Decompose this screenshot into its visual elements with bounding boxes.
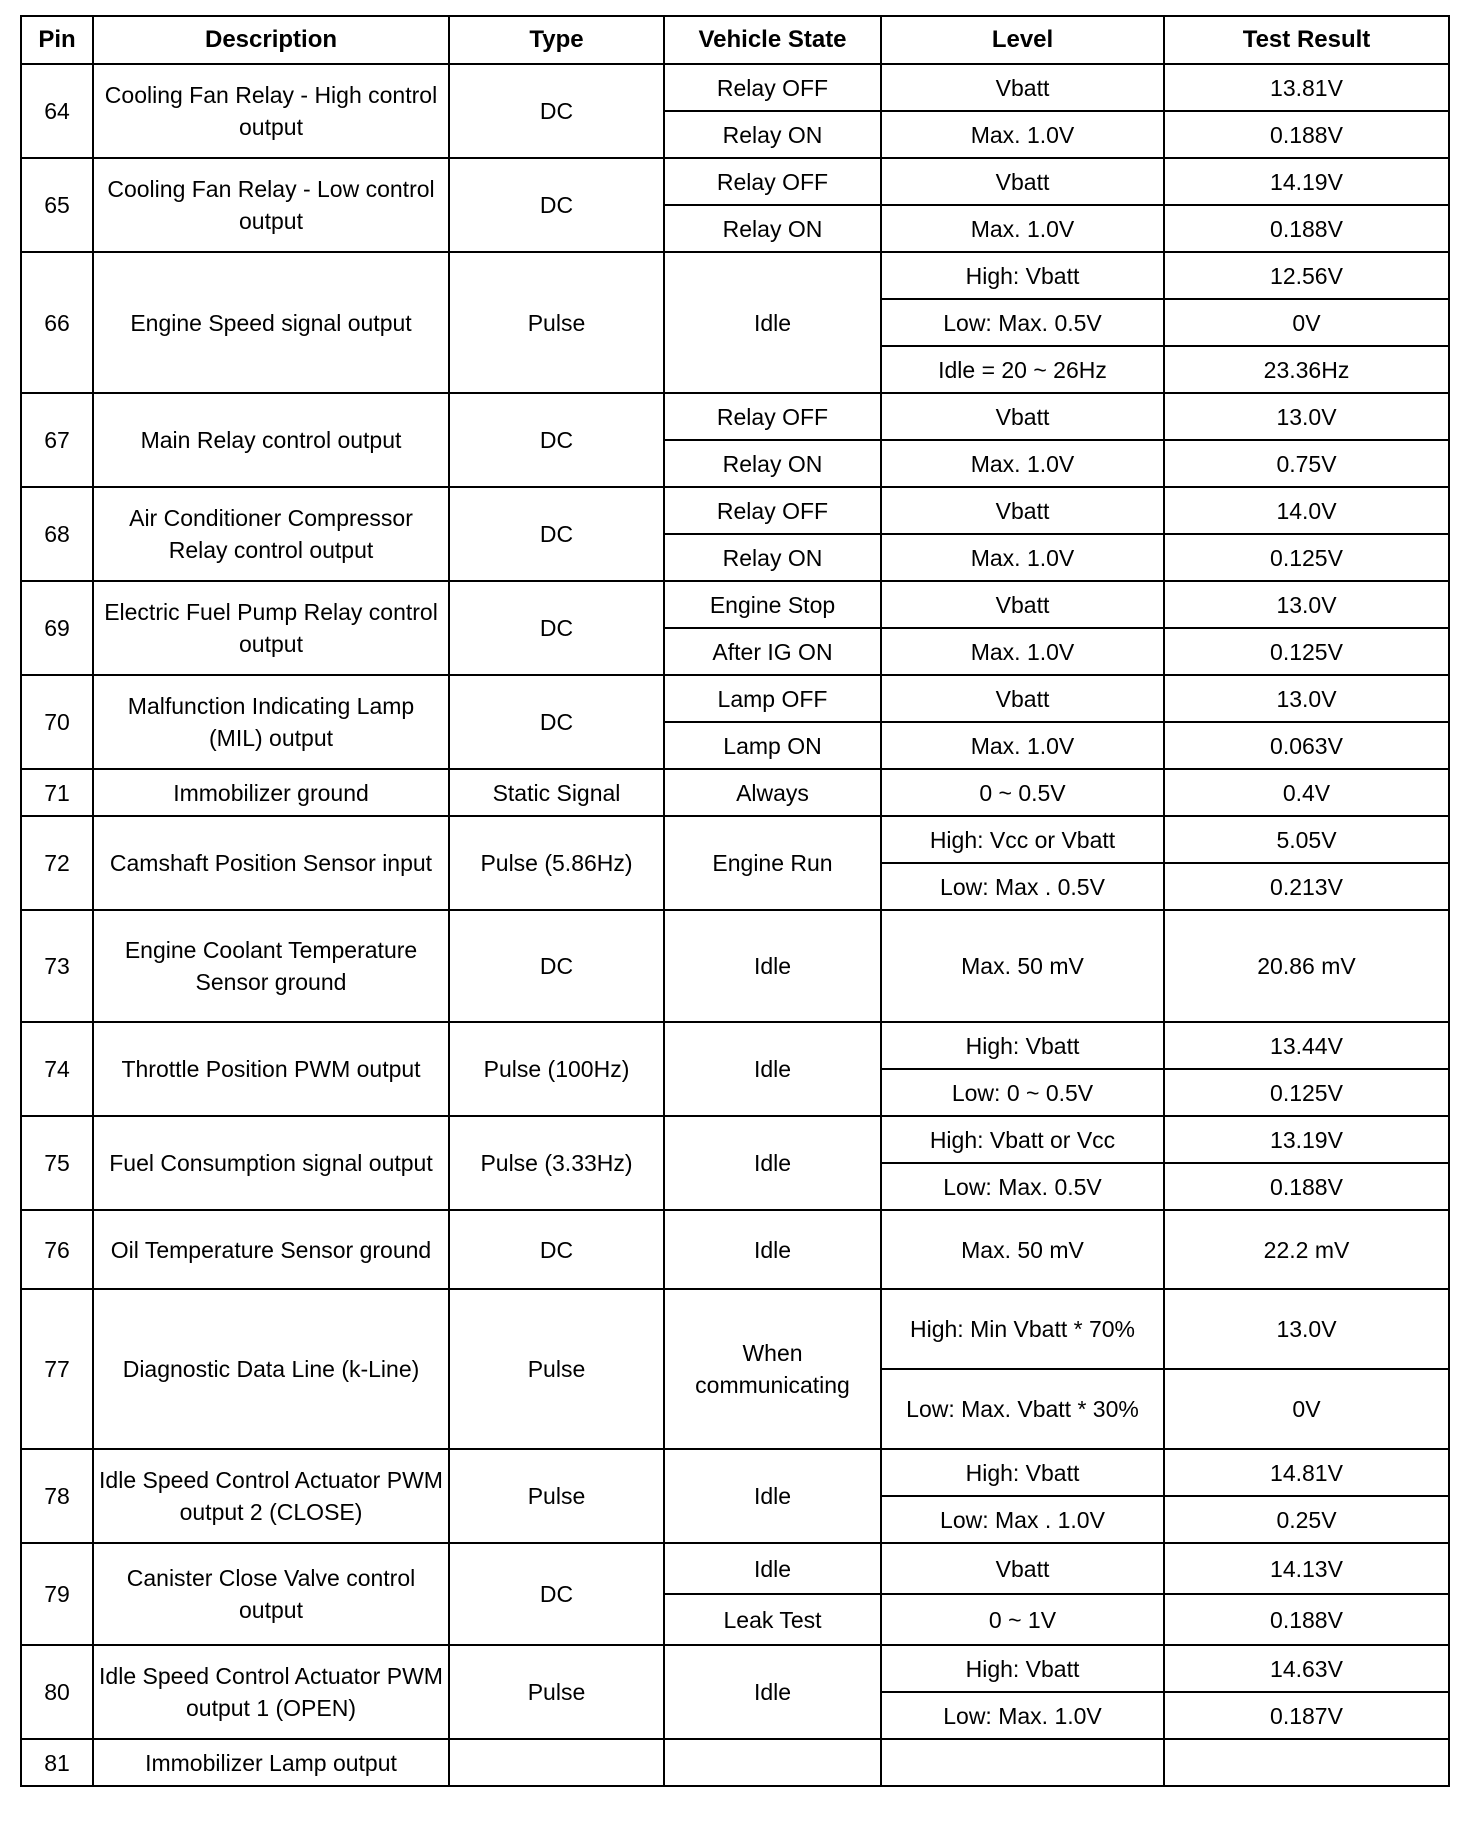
table-row [21, 1022, 1449, 1069]
level-cell: Vbatt [881, 393, 1164, 440]
description-cell: Main Relay control output [93, 393, 449, 487]
pin-cell: 68 [21, 487, 93, 581]
header-test-result: Test Result [1164, 16, 1449, 64]
test-result-cell: 0.188V [1164, 111, 1449, 158]
test-result-cell: 14.13V [1164, 1543, 1449, 1594]
vehicle-state-cell: Idle [664, 252, 881, 393]
level-cell: Vbatt [881, 158, 1164, 205]
vehicle-state-cell: Idle [664, 1645, 881, 1739]
table-row [21, 1645, 1449, 1692]
level-cell: High: Vbatt [881, 1645, 1164, 1692]
test-result-cell: 0.125V [1164, 1069, 1449, 1116]
description-cell: Cooling Fan Relay - High control output [93, 64, 449, 158]
description-cell: Diagnostic Data Line (k-Line) [93, 1289, 449, 1449]
level-cell: Low: Max. 0.5V [881, 299, 1164, 346]
test-result-cell: 22.2 mV [1164, 1210, 1449, 1289]
pin-cell: 75 [21, 1116, 93, 1210]
vehicle-state-cell: Engine Run [664, 816, 881, 910]
test-result-cell: 0.25V [1164, 1496, 1449, 1543]
table-row [21, 1543, 1449, 1594]
level-cell: Max. 1.0V [881, 628, 1164, 675]
vehicle-state-cell: Idle [664, 1449, 881, 1543]
table-row [21, 1739, 1449, 1786]
type-cell: Static Signal [449, 769, 664, 816]
level-cell: Idle = 20 ~ 26Hz [881, 346, 1164, 393]
pin-cell: 66 [21, 252, 93, 393]
test-result-cell: 0.188V [1164, 1594, 1449, 1645]
pin-cell: 74 [21, 1022, 93, 1116]
level-cell: Vbatt [881, 581, 1164, 628]
test-result-cell: 0.188V [1164, 1163, 1449, 1210]
vehicle-state-cell: Relay ON [664, 205, 881, 252]
level-cell: Vbatt [881, 64, 1164, 111]
vehicle-state-cell: Idle [664, 1210, 881, 1289]
header-type: Type [449, 16, 664, 64]
level-cell: High: Min Vbatt * 70% [881, 1289, 1164, 1369]
test-result-cell: 13.0V [1164, 393, 1449, 440]
table-row [21, 158, 1449, 205]
test-result-cell: 0.125V [1164, 628, 1449, 675]
level-cell: Low: Max. 1.0V [881, 1692, 1164, 1739]
test-result-cell: 0V [1164, 1369, 1449, 1449]
level-cell: Low: Max . 0.5V [881, 863, 1164, 910]
pin-cell: 78 [21, 1449, 93, 1543]
vehicle-state-cell: Relay OFF [664, 158, 881, 205]
level-cell: Max. 1.0V [881, 111, 1164, 158]
level-cell: Max. 1.0V [881, 534, 1164, 581]
table-row [21, 64, 1449, 111]
table-row [21, 769, 1449, 816]
table-row [21, 393, 1449, 440]
level-cell: High: Vbatt [881, 1449, 1164, 1496]
pin-cell: 81 [21, 1739, 93, 1786]
vehicle-state-cell: Lamp ON [664, 722, 881, 769]
test-result-cell: 13.81V [1164, 64, 1449, 111]
description-cell: Electric Fuel Pump Relay control output [93, 581, 449, 675]
vehicle-state-cell: Idle [664, 1022, 881, 1116]
vehicle-state-cell [664, 1739, 881, 1786]
type-cell: DC [449, 1543, 664, 1645]
level-cell: High: Vbatt [881, 1022, 1164, 1069]
pin-cell: 72 [21, 816, 93, 910]
test-result-cell [1164, 1739, 1449, 1786]
vehicle-state-cell: Leak Test [664, 1594, 881, 1645]
header-row [21, 16, 1449, 64]
level-cell: Max. 1.0V [881, 722, 1164, 769]
header-description: Description [93, 16, 449, 64]
level-cell: High: Vcc or Vbatt [881, 816, 1164, 863]
vehicle-state-cell: Relay OFF [664, 393, 881, 440]
level-cell: Vbatt [881, 1543, 1164, 1594]
type-cell: Pulse [449, 1289, 664, 1449]
description-cell: Cooling Fan Relay - Low control output [93, 158, 449, 252]
pin-cell: 77 [21, 1289, 93, 1449]
pin-cell: 65 [21, 158, 93, 252]
description-cell: Immobilizer ground [93, 769, 449, 816]
type-cell [449, 1739, 664, 1786]
level-cell: Max. 50 mV [881, 1210, 1164, 1289]
pin-test-table [20, 15, 1450, 1787]
test-result-cell: 0.125V [1164, 534, 1449, 581]
type-cell: DC [449, 581, 664, 675]
level-cell: Max. 1.0V [881, 440, 1164, 487]
level-cell [881, 1739, 1164, 1786]
test-result-cell: 0.188V [1164, 205, 1449, 252]
type-cell: Pulse [449, 252, 664, 393]
pin-cell: 79 [21, 1543, 93, 1645]
vehicle-state-cell: After IG ON [664, 628, 881, 675]
description-cell: Air Conditioner Compressor Relay control output [93, 487, 449, 581]
test-result-cell: 13.0V [1164, 1289, 1449, 1369]
header-vehicle-state: Vehicle State [664, 16, 881, 64]
pin-cell: 67 [21, 393, 93, 487]
level-cell: Low: Max. 0.5V [881, 1163, 1164, 1210]
type-cell: DC [449, 158, 664, 252]
test-result-cell: 13.19V [1164, 1116, 1449, 1163]
test-result-cell: 13.0V [1164, 581, 1449, 628]
test-result-cell: 14.63V [1164, 1645, 1449, 1692]
type-cell: DC [449, 393, 664, 487]
type-cell: DC [449, 1210, 664, 1289]
level-cell: Vbatt [881, 675, 1164, 722]
type-cell: DC [449, 675, 664, 769]
level-cell: 0 ~ 0.5V [881, 769, 1164, 816]
type-cell: DC [449, 64, 664, 158]
description-cell: Fuel Consumption signal output [93, 1116, 449, 1210]
vehicle-state-cell: Relay OFF [664, 487, 881, 534]
level-cell: Low: Max. Vbatt * 30% [881, 1369, 1164, 1449]
level-cell: Low: Max . 1.0V [881, 1496, 1164, 1543]
type-cell: DC [449, 487, 664, 581]
vehicle-state-cell: When communicating [664, 1289, 881, 1449]
type-cell: Pulse (3.33Hz) [449, 1116, 664, 1210]
table-row [21, 675, 1449, 722]
table-row [21, 487, 1449, 534]
description-cell: Camshaft Position Sensor input [93, 816, 449, 910]
description-cell: Canister Close Valve control output [93, 1543, 449, 1645]
level-cell: Max. 1.0V [881, 205, 1164, 252]
test-result-cell: 0.063V [1164, 722, 1449, 769]
description-cell: Engine Speed signal output [93, 252, 449, 393]
vehicle-state-cell: Engine Stop [664, 581, 881, 628]
level-cell: High: Vbatt [881, 252, 1164, 299]
test-result-cell: 23.36Hz [1164, 346, 1449, 393]
test-result-cell: 0.75V [1164, 440, 1449, 487]
vehicle-state-cell: Always [664, 769, 881, 816]
level-cell: 0 ~ 1V [881, 1594, 1164, 1645]
table-row [21, 1289, 1449, 1369]
description-cell: Throttle Position PWM output [93, 1022, 449, 1116]
test-result-cell: 13.0V [1164, 675, 1449, 722]
description-cell: Idle Speed Control Actuator PWM output 1 (OPEN) [93, 1645, 449, 1739]
table-row [21, 1116, 1449, 1163]
vehicle-state-cell: Relay ON [664, 111, 881, 158]
pin-cell: 80 [21, 1645, 93, 1739]
header-pin: Pin [21, 16, 93, 64]
level-cell: High: Vbatt or Vcc [881, 1116, 1164, 1163]
pin-cell: 64 [21, 64, 93, 158]
description-cell: Engine Coolant Temperature Sensor ground [93, 910, 449, 1022]
description-cell: Oil Temperature Sensor ground [93, 1210, 449, 1289]
test-result-cell: 14.19V [1164, 158, 1449, 205]
test-result-cell: 0.187V [1164, 1692, 1449, 1739]
vehicle-state-cell: Lamp OFF [664, 675, 881, 722]
table-row [21, 816, 1449, 863]
level-cell: Low: 0 ~ 0.5V [881, 1069, 1164, 1116]
table-row [21, 1449, 1449, 1496]
table-row [21, 1210, 1449, 1289]
pin-cell: 71 [21, 769, 93, 816]
type-cell: Pulse [449, 1645, 664, 1739]
type-cell: Pulse (100Hz) [449, 1022, 664, 1116]
test-result-cell: 12.56V [1164, 252, 1449, 299]
test-result-cell: 0V [1164, 299, 1449, 346]
type-cell: Pulse (5.86Hz) [449, 816, 664, 910]
description-cell: Immobilizer Lamp output [93, 1739, 449, 1786]
level-cell: Vbatt [881, 487, 1164, 534]
vehicle-state-cell: Relay ON [664, 534, 881, 581]
level-cell: Max. 50 mV [881, 910, 1164, 1022]
vehicle-state-cell: Relay ON [664, 440, 881, 487]
test-result-cell: 14.0V [1164, 487, 1449, 534]
vehicle-state-cell: Idle [664, 1116, 881, 1210]
test-result-cell: 14.81V [1164, 1449, 1449, 1496]
test-result-cell: 5.05V [1164, 816, 1449, 863]
type-cell: Pulse [449, 1449, 664, 1543]
table-row [21, 581, 1449, 628]
table-row [21, 252, 1449, 299]
pin-cell: 70 [21, 675, 93, 769]
test-result-cell: 0.4V [1164, 769, 1449, 816]
table-row [21, 910, 1449, 1022]
test-result-cell: 13.44V [1164, 1022, 1449, 1069]
test-result-cell: 0.213V [1164, 863, 1449, 910]
vehicle-state-cell: Idle [664, 1543, 881, 1594]
pin-cell: 73 [21, 910, 93, 1022]
type-cell: DC [449, 910, 664, 1022]
pin-cell: 69 [21, 581, 93, 675]
header-level: Level [881, 16, 1164, 64]
test-result-cell: 20.86 mV [1164, 910, 1449, 1022]
pin-cell: 76 [21, 1210, 93, 1289]
description-cell: Idle Speed Control Actuator PWM output 2 (CLOSE) [93, 1449, 449, 1543]
description-cell: Malfunction Indicating Lamp (MIL) output [93, 675, 449, 769]
vehicle-state-cell: Relay OFF [664, 64, 881, 111]
vehicle-state-cell: Idle [664, 910, 881, 1022]
